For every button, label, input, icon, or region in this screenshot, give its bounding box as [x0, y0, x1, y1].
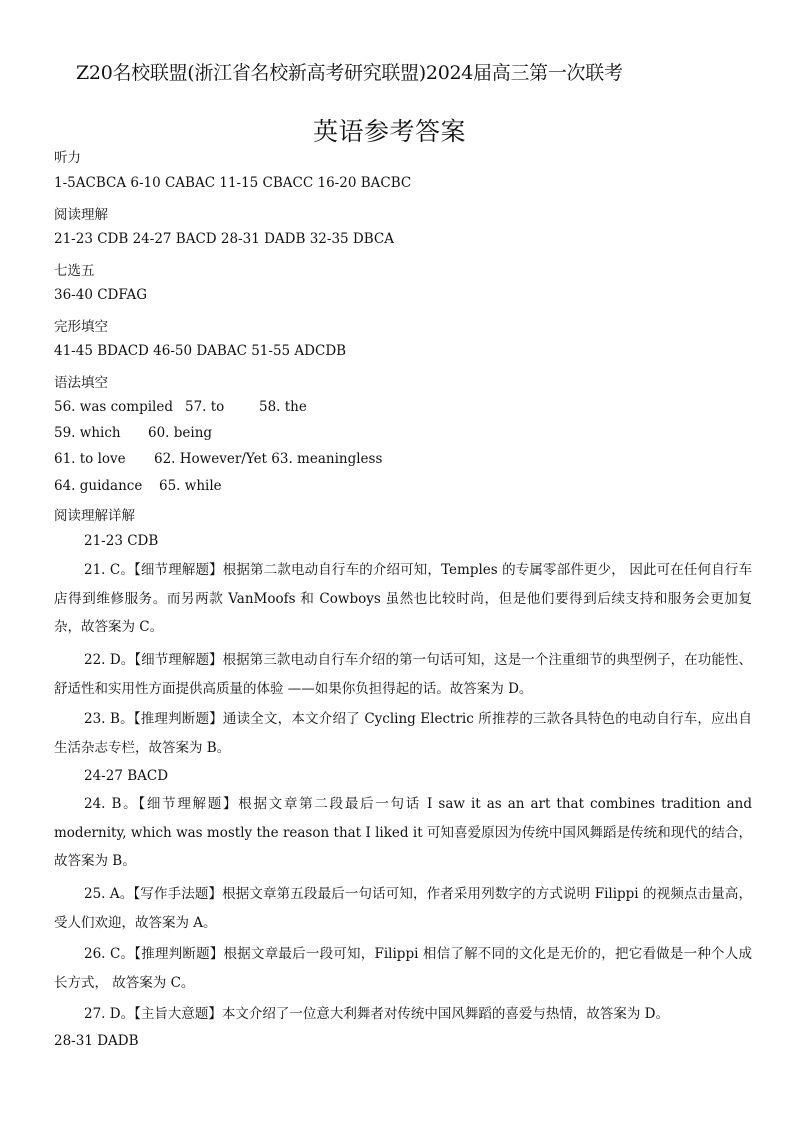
- grammar-answer-62-63: 62. However/Yet 63. meaningless: [154, 451, 383, 467]
- explanation-26: 26. C。【推理判断题】根据文章最后一段可知，Filippi 相信了解不同的文化是无价的，把它看做是一种个人成长方式， 故答案为 C。: [54, 946, 752, 991]
- seven-choose-five-answers: 36-40 CDFAG: [54, 287, 148, 303]
- detail-group-24-27: 24-27 BACD: [84, 768, 169, 784]
- explanation-27: 27. D。【主旨大意题】本文介绍了一位意大利舞者对传统中国风舞蹈的喜爱与热情，故答案为 D。: [84, 1006, 669, 1022]
- detail-label: 阅读理解详解: [54, 508, 135, 524]
- explanation-22: 22. D。【细节理解题】根据第三款电动自行车介绍的第一句话可知，这是一个注重细节的典型例子，在功能性、舒适性和实用性方面提供高质量的体验 ——如果你负担得起的话。故答案为 D。: [54, 652, 752, 697]
- grammar-answer-60: 60. being: [148, 425, 213, 441]
- document-header: Z20名校联盟(浙江省名校新高考研究联盟)2024届高三第一次联考: [76, 62, 623, 84]
- explanation-23: 23. B。【推理判断题】通读全文，本文介绍了 Cycling Electric 所推荐的三款各具特色的电动自行车，应出自生活杂志专栏，故答案为 B。: [54, 711, 752, 756]
- seven-choose-five-label: 七选五: [54, 263, 95, 279]
- cloze-label: 完形填空: [54, 319, 108, 335]
- grammar-answer-59: 59. which: [54, 425, 121, 441]
- grammar-label: 语法填空: [54, 375, 108, 391]
- document-title: 英语参考答案: [313, 117, 467, 146]
- grammar-answer-61: 61. to love: [54, 451, 126, 467]
- reading-answers: 21-23 CDB 24-27 BACD 28-31 DADB 32-35 DBCA: [54, 231, 394, 247]
- grammar-answer-65: 65. while: [159, 478, 222, 494]
- explanation-24: 24. B。【细节理解题】根据文章第二段最后一句话 I saw it as an art that combines tradition and modernity, which was mostly the reason that I liked it 可知喜爱原因为传统中国风舞蹈是传统和现代的结合，故答案为 B。: [54, 796, 752, 869]
- listening-label: 听力: [54, 150, 81, 166]
- reading-label: 阅读理解: [54, 207, 108, 223]
- grammar-answer-57: 57. to: [185, 399, 225, 415]
- grammar-answer-56: 56. was compiled: [54, 399, 173, 415]
- explanation-25: 25. A。【写作手法题】根据文章第五段最后一句话可知，作者采用列数字的方式说明 Filippi 的视频点击量高，受人们欢迎，故答案为 A。: [54, 886, 752, 931]
- detail-group-21-23: 21-23 CDB: [84, 533, 159, 549]
- grammar-answer-58: 58. the: [259, 399, 307, 415]
- explanation-21: 21. C。【细节理解题】根据第二款电动自行车的介绍可知，Temples 的专属零部件更少， 因此可在任何自行车店得到维修服务。而另两款 VanMoofs 和 Cowboys 虽然也比较时尚，但是他们要得到后续支持和服务会更加复杂，故答案为 C。: [54, 562, 752, 635]
- listening-answers: 1-5ACBCA 6-10 CABAC 11-15 CBACC 16-20 BACBC: [54, 175, 412, 191]
- cloze-answers: 41-45 BDACD 46-50 DABAC 51-55 ADCDB: [54, 343, 347, 359]
- grammar-answer-64: 64. guidance: [54, 478, 143, 494]
- detail-group-28-31: 28-31 DADB: [54, 1033, 139, 1049]
